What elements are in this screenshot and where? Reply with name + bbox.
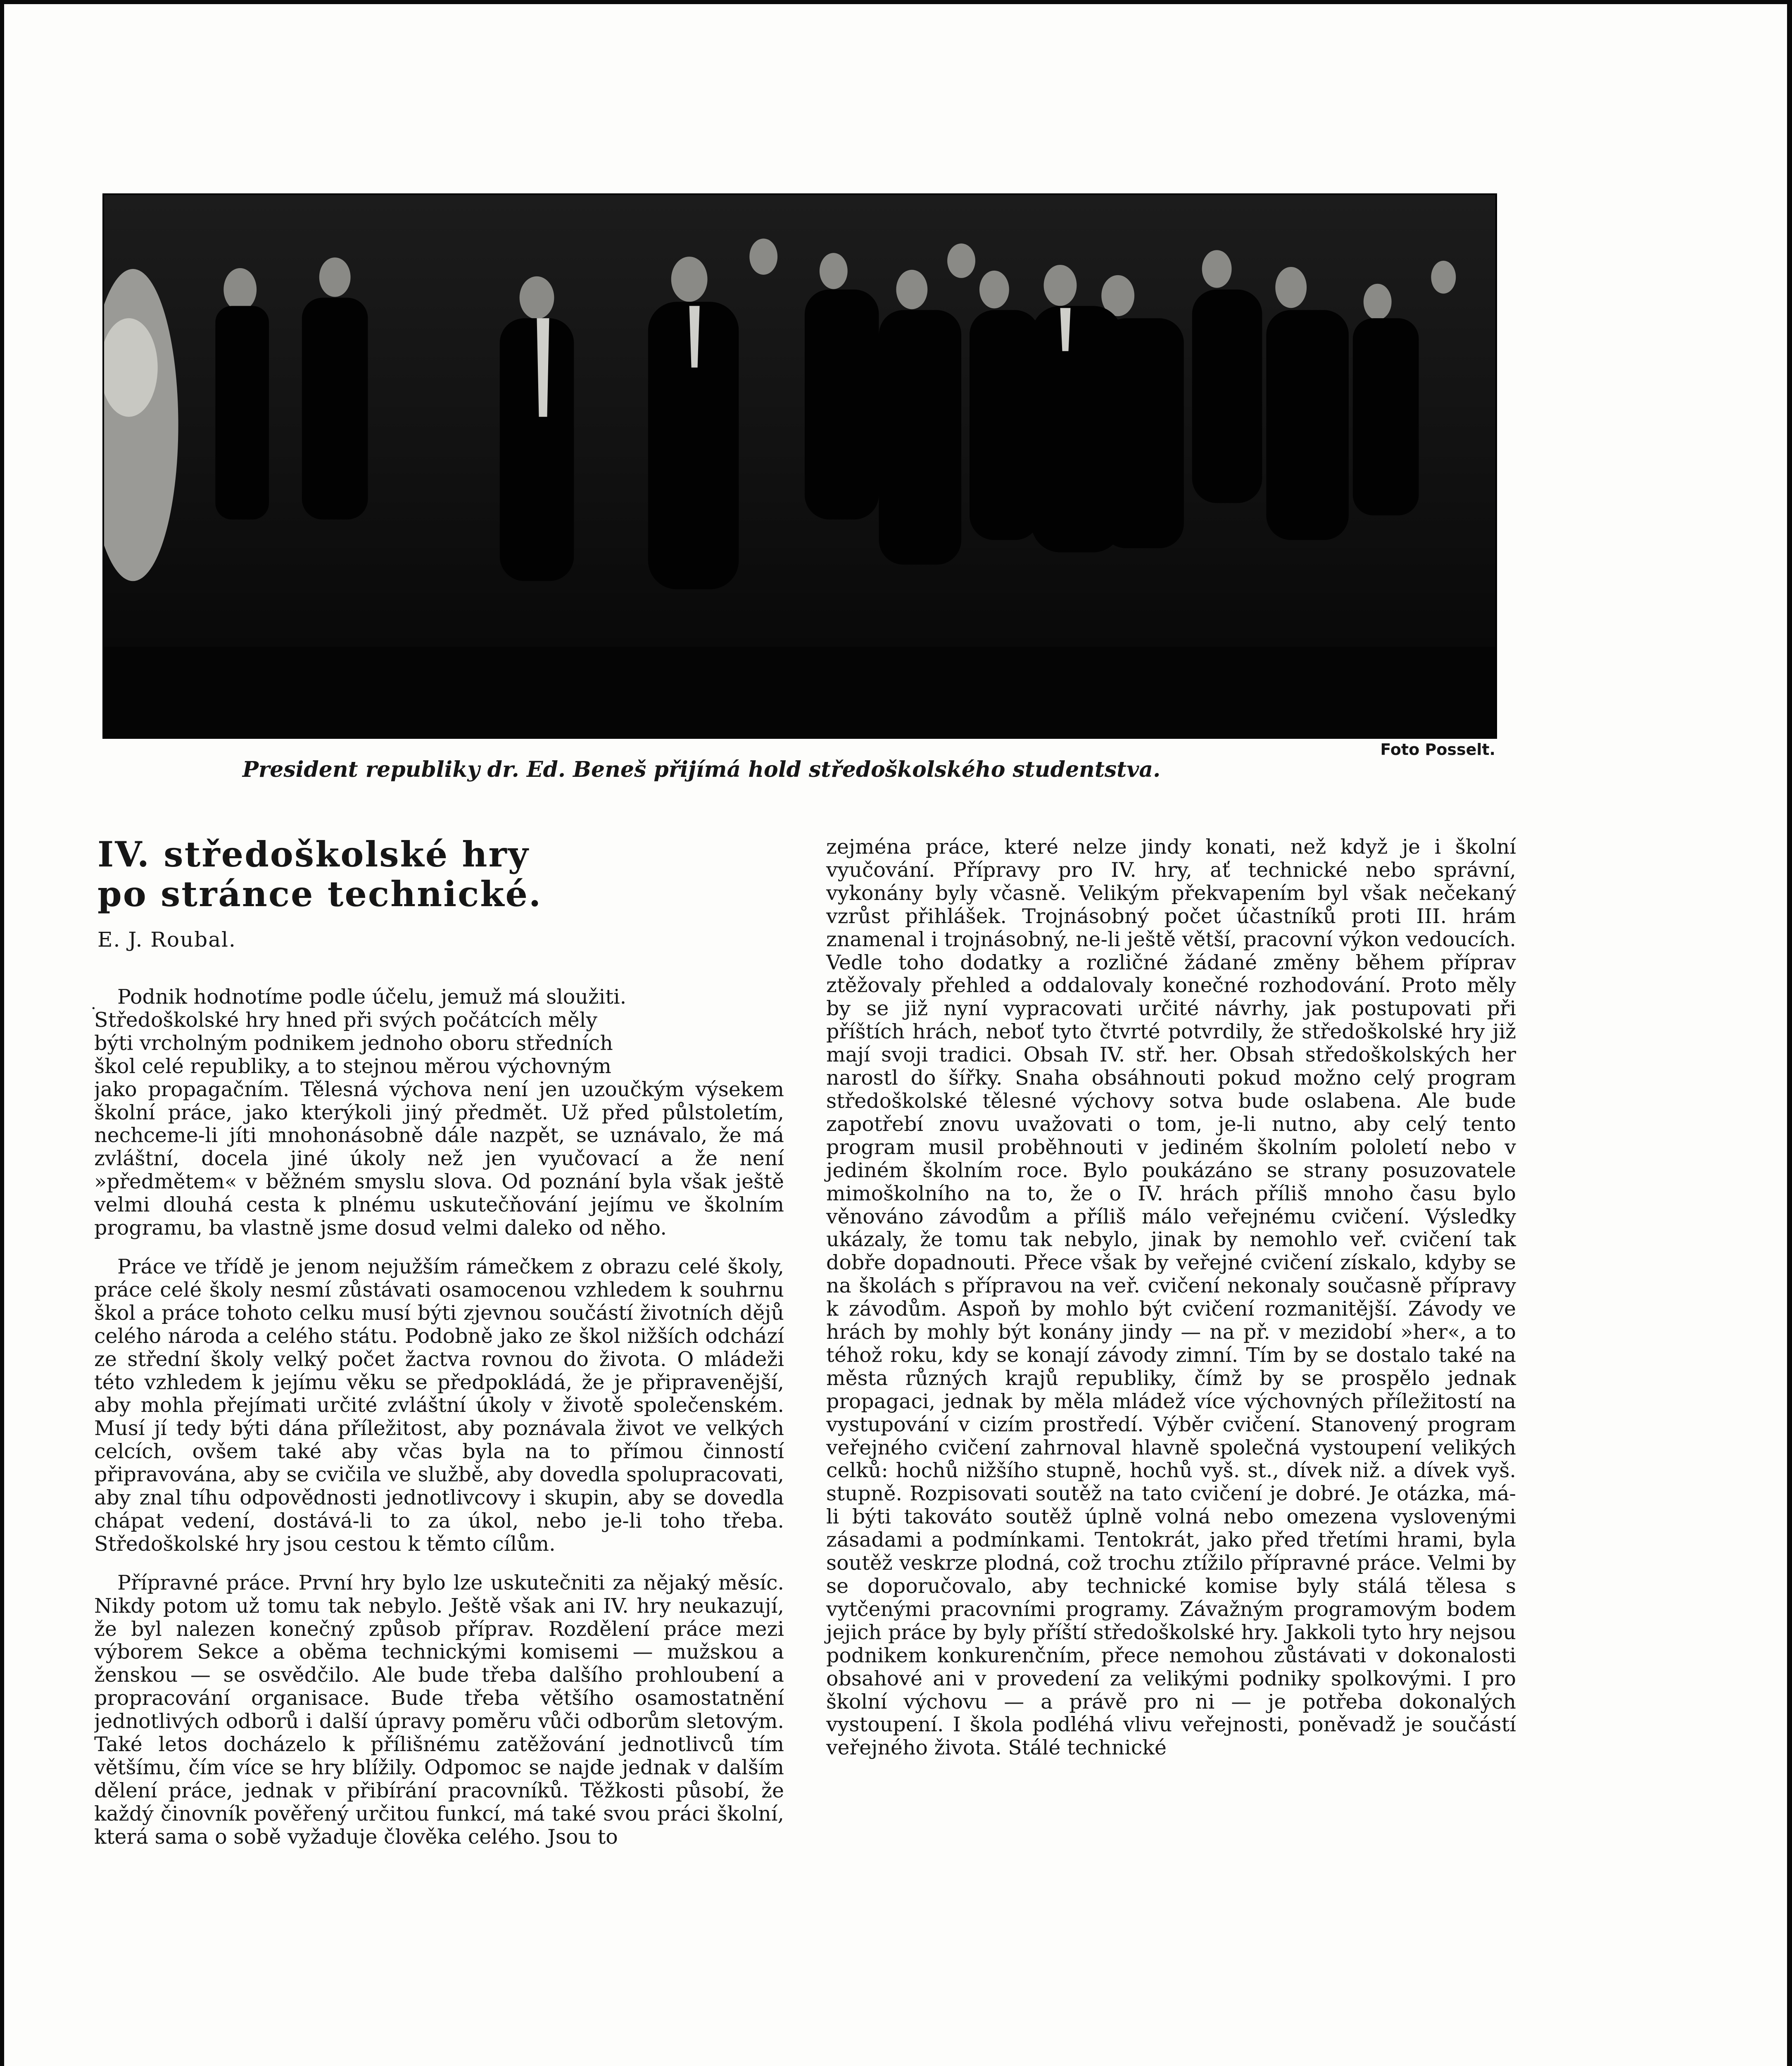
photograph-icon [104,195,1495,737]
paragraph: Přípravné práce. První hry bylo lze uskutečniti za nějaký měsíc. Nikdy potom už tomu tak nebylo. Ještě však ani IV. hry neukazují, že byl nalezen konečný způsob příprav. Rozdělení práce mezi výborem Sekce a oběma technickými komisemi — mužskou a ženskou — se osvědčilo. Ale bude třeba dalšího prohloubení a propracování organisace. Bude třeba většího osamostatnění jednotlivých odborů i další úpravy poměru vůči odborům sletovým. Také letos docházelo k přílišnému zatěžování jednotlivců tím většímu, čím více se hry blížily. Odpomoc se najde jednak v dalším dělení práce, jednak v přibírání pracovníků. Těžkosti působí, že každý činovník pověřený určitou funkcí, má také svou práci školní, která sama o sobě vyžaduje člověka celého. Jsou to [94,1571,784,1849]
paragraph-line: Středoškolské hry hned při svých počátcích měly [94,1008,598,1032]
article-author: E. J. Roubal. [97,928,236,952]
article-title-line: po stránce technické. [97,874,542,914]
scan-border-right [1787,0,1792,2066]
paragraph-line: Podnik hodnotíme podle účelu, jemuž má sloužiti. [117,985,627,1009]
scan-border-top [0,0,1792,4]
paragraph-line: býti vrcholným podnikem jednoho oboru středních [94,1031,613,1055]
paragraph-line: škol celé republiky, a to stejnou měrou výchovným [94,1054,611,1078]
article-title [97,835,800,914]
photo-caption: President republiky dr. Ed. Beneš přijímá hold středoškolského studentstva. [242,757,1161,782]
paragraph-gap [94,1556,784,1571]
article-title-line: IV. středoškolské hry [97,834,530,875]
article-left-column [94,985,784,1849]
paragraph: jako propagačním. Tělesná výchova není jen uzoučkým výsekem školní práce, jako kterýkoli jiný předmět. Už před půlstoletím, nechceme-li jíti mnohonásobně dále nazpět, se uznávalo, že má zvláštní, docela jiné úkoly než jen vyučovací a že není »předmětem« v běžném smyslu slova. Od poznání byla však ještě velmi dlouhá cesta k plnému uskutečňování jejímu ve školním programu, ba vlastně jsme dosud velmi daleko od něho. [94,1078,784,1240]
photograph [102,193,1497,739]
margin-dot: · [91,999,96,1018]
scan-border-left [0,0,4,2066]
photo-credit: Foto Posselt. [1380,740,1495,759]
article-right-column: zejména práce, které nelze jindy konati, než když je i školní vyučování. Přípravy pro IV. hry, ať technické nebo správní, vykonány byly včasně. Velikým překvapením byl však nečekaný vzrůst přihlášek. Trojnásobný počet účastníků proti III. hrám znamenal i trojnásobný, ne-li ještě větší, pracovní výkon vedoucích. Vedle toho dodatky a rozličné žádané změny během příprav ztěžovaly přehled a oddalovaly konečné rozhodování. Proto měly by se již nyní vypracovati určité návrhy, jak postupovati při příštích hrách, neboť tyto čtvrté potvrdily, že středoškolské hry již mají svoji tradici. Obsah IV. stř. her. Obsah středoškolských her narostl do šířky. Snaha obsáhnouti pokud možno celý program středoškolské tělesné výchovy sotva bude oslabena. Ale bude zapotřebí znovu uvažovati o tom, je-li nutno, aby celý tento program musil proběhnouti v jediném školním pololetí nebo v jediném školním roce. Bylo poukázáno se strany posuzovatele mimoškolního na to, že o IV. hrách příliš mnoho času bylo věnováno závodům a příliš málo veřejnému cvičení. Výsledky ukázaly, že tomu tak nebylo, jinak by nemohlo veř. cvičení tak dobře dopadnouti. Přece však by veřejné cvičení získalo, kdyby se na školách s přípravou na veř. cvičení nekonaly současně přípravy k závodům. Aspoň by mohlo být cvičení rozmanitější. Závody ve hrách by mohly být konány jindy — na př. v mezidobí »her«, a to téhož roku, kdy se konají závody zimní. Tím by se dostalo také na města různých krajů republiky, čímž by se prospělo jednak propagaci, jednak by měla mládež více výchovných příležitostí na vystupování v cizím prostředí. Výběr cvičení. Stanovený program veřejného cvičení zahrnoval hlavně společná vystoupení velikých celků: hochů nižšího stupně, hochů vyš. st., dívek niž. a dívek vyš. stupně. Rozpisovati soutěž na tato cvičení je dobré. Je otázka, má-li býti takováto soutěž úplně volná nebo omezena vyslovenými zásadami a podmínkami. Tentokrát, jako před třetími hrami, byla soutěž veskrze plodná, což trochu ztížilo přípravné práce. Velmi by se doporučovalo, aby technické komise byly stálá tělesa s vytčenými pracovními programy. Závažným programovým bodem jejich práce by byly příští středoškolské hry. Jakkoli tyto hry nejsou podnikem konkurenčním, přece nemohou zůstávati v dokonalosti obsahové ani v provedení za velikými podniky spolkovými. I pro školní výchovu — a právě pro ni — je potřeba dokonalých vystoupení. I škola podléhá vlivu veřejnosti, poněvadž je součástí veřejného života. Stálé technické [826,835,1516,1760]
paragraph: Práce ve třídě je jenom nejužším rámečkem z obrazu celé školy, práce celé školy nesmí zůstávati osamocenou vzhledem k souhrnu škol a práce tohoto celku musí býti zjevnou součástí životních dějů celého národa a celého státu. Podobně jako ze škol nižších odchází ze střední školy velký počet žactva rovnou do života. O mládeži této vzhledem k jejímu věku se předpokládá, že je připravenější, aby mohla přejímati určité zvláštní úkoly v životě společenském. Musí jí tedy býti dána příležitost, aby poznávala život ve velkých celcích, ovšem také aby včas byla na to přímou činností připravována, aby se cvičila ve službě, aby dovedla spolupracovati, aby znal tíhu odpovědnosti jednotlivcovy i skupin, aby se dovedla chápat vedení, dostává-li to za úkol, nebo je-li toho třeba. Středoškolské hry jsou cestou k těmto cílům. [94,1255,784,1556]
paragraph-gap [94,1240,784,1255]
